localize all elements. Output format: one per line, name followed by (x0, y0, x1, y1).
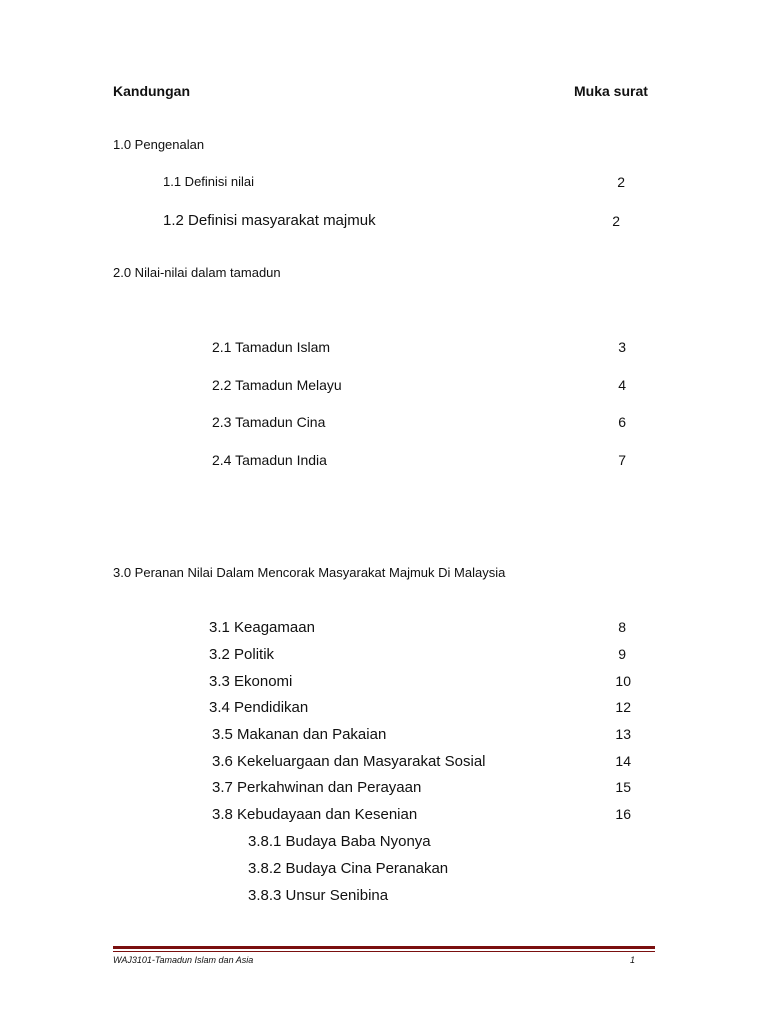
toc-item-3-2-label: 3.2 Politik (209, 646, 275, 663)
toc-item-3-3-page: 10 (615, 673, 631, 689)
toc-item-3-8-1-label: 3.8.1 Budaya Baba Nyonya (248, 833, 431, 850)
toc-item-1-2-label: 1.2 Definisi masyarakat majmuk (163, 212, 376, 229)
toc-item-3-6-page: 14 (615, 753, 631, 769)
toc-item-3-8-page: 16 (615, 806, 631, 822)
toc-item-3-8-3-label: 3.8.3 Unsur Senibina (248, 887, 389, 904)
toc-item-2-2-page: 4 (618, 377, 626, 393)
toc-item-3-4-page: 12 (615, 699, 631, 715)
toc-item-1-2-page: 2 (612, 213, 620, 229)
toc-item-3-2-page: 9 (618, 646, 626, 662)
page-column-heading: Muka surat (574, 83, 648, 99)
toc-item-3-3-label: 3.3 Ekonomi (209, 673, 293, 690)
contents-heading: Kandungan (113, 83, 190, 99)
toc-item-1-1-page: 2 (617, 174, 625, 190)
toc-item-3-8-2-label: 3.8.2 Budaya Cina Peranakan (248, 860, 449, 877)
toc-section-2-label: 2.0 Nilai-nilai dalam tamadun (113, 265, 281, 280)
footer-rule-thin (113, 951, 655, 952)
toc-item-2-2-label: 2.2 Tamadun Melayu (212, 377, 342, 393)
toc-item-1-1-label: 1.1 Definisi nilai (163, 174, 255, 189)
toc-section-3-label: 3.0 Peranan Nilai Dalam Mencorak Masyarakat Majmuk Di Malaysia (113, 565, 506, 580)
footer-rule-thick (113, 946, 655, 949)
toc-item-2-3-label: 2.3 Tamadun Cina (212, 414, 326, 430)
footer-page-number: 1 (629, 955, 635, 965)
toc-item-3-8-label: 3.8 Kebudayaan dan Kesenian (212, 806, 418, 823)
toc-item-3-5-label: 3.5 Makanan dan Pakaian (212, 726, 387, 743)
toc-item-3-1-label: 3.1 Keagamaan (209, 619, 315, 636)
toc-item-3-6-label: 3.6 Kekeluargaan dan Masyarakat Sosial (212, 753, 486, 770)
toc-item-2-1-page: 3 (618, 339, 626, 355)
footer-course-title: WAJ3101-Tamadun Islam dan Asia (113, 955, 254, 965)
toc-section-1-label: 1.0 Pengenalan (113, 137, 205, 152)
toc-item-2-4-label: 2.4 Tamadun India (212, 452, 327, 468)
toc-item-3-1-page: 8 (618, 619, 626, 635)
toc-item-3-7-label: 3.7 Perkahwinan dan Perayaan (212, 779, 422, 796)
toc-item-3-5-page: 13 (615, 726, 631, 742)
toc-item-3-7-page: 15 (615, 779, 631, 795)
toc-item-2-1-label: 2.1 Tamadun Islam (212, 339, 331, 355)
toc-item-2-3-page: 6 (618, 414, 626, 430)
toc-item-2-4-page: 7 (618, 452, 626, 468)
toc-item-3-4-label: 3.4 Pendidikan (209, 699, 309, 716)
